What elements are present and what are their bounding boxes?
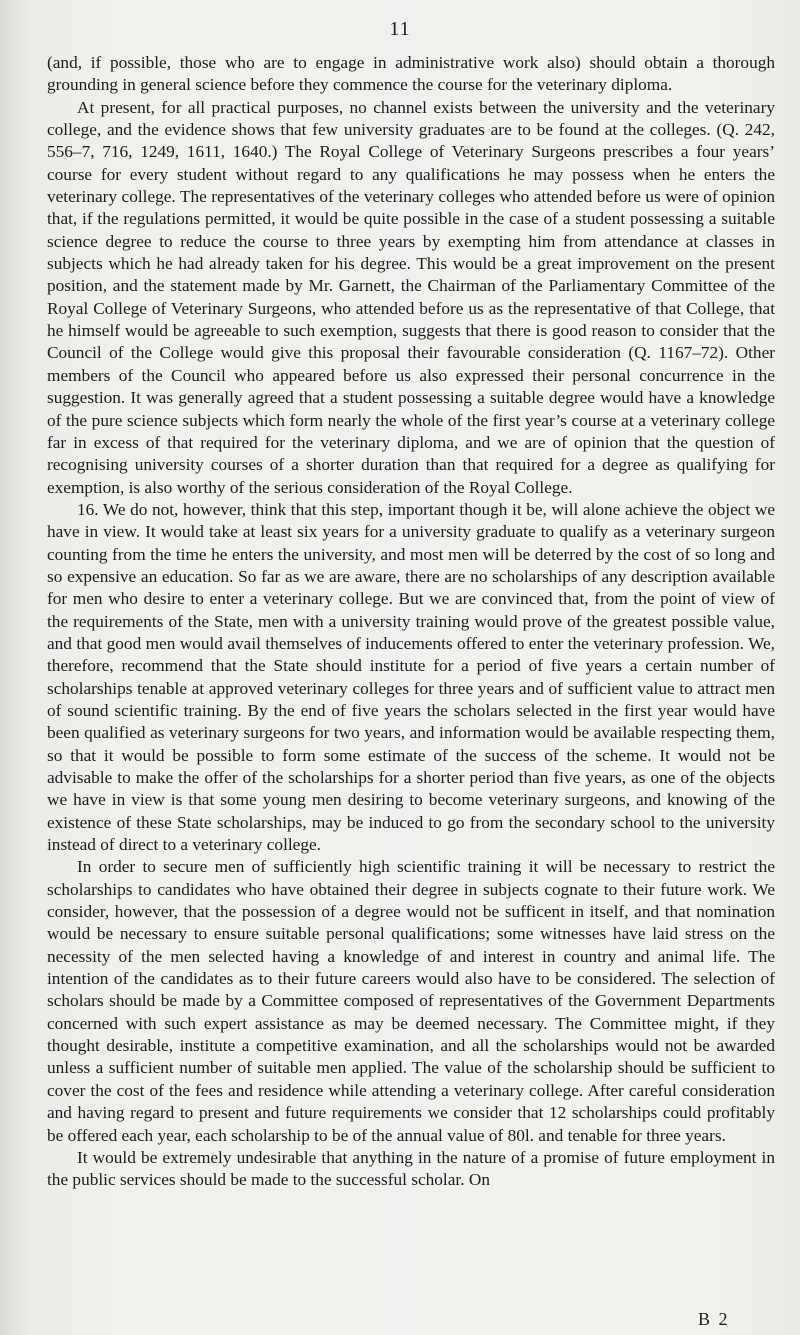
page-number: 11 [389,18,411,40]
paragraph-selection-of-scholars: In order to secure men of sufficiently high scientific training it will be necessary to restrict the scholarships to candidates who have obtained their degree in subjects cognate to their future work. We consider, however, that the possession of a degree would not be sufficent in itself, and that nomination would be necessary to ensure suitable personal qualifications; some witnesses have laid stress on the necessity of the men selected having a knowledge of and interest in country and animal life. The intention of the candidates as to their future careers would also have to be considered. The selection of scholars should be made by a Committee composed of representatives of the Government Departments concerned with such expert assistance as may be deemed necessary. The Committee might, if they thought desirable, institute a competitive examination, and all the scholarships would not be awarded unless a sufficient number of suitable men applied. The value of the scholarship should be sufficient to cover the cost of the fees and residence while attending a veterinary college. After careful consideration and having regard to present and future requirements we consider that 12 scholarships could profitably be offered each year, each scholarship to be of the annual value of 80l. and tenable for three years. [47,857,775,1145]
paragraph-16-scholarships: 16. We do not, however, think that this step, important though it be, will alone achieve the object we have in view. It would take at least six years for a university graduate to qualify as a veterinary surgeon counting from the time he enters the university, and most men will be deterred by the cost of so long and so expensive an education. So far as we are aware, there are no scholarships of any description available for men who desire to enter a veterinary college. But we are convinced that, from the point of view of the requirements of the State, men with a university training would prove of the greatest possible value, and that good men would avail themselves of inducements offered to enter the veterinary profession. We, therefore, recommend that the State should institute for a period of five years a certain number of scholarships tenable at approved veterinary colleges for three years and of sufficient value to attract men of sound scientific training. By the end of five years the scholars selected in the first year would have been qualified as veterinary surgeons for two years, and information would be available respecting them, so that it would be possible to form some estimate of the success of the scheme. It would not be advisable to make the offer of the scholarships for a shorter period than five years, as one of the objects we have in view is that some young men desiring to become veterinary surgeons, and knowing of the existence of these State scholarships, may be induced to go from the secondary school to the university instead of direct to a veterinary college. [47,499,775,855]
paragraph-present-position: At present, for all practical purposes, no channel exists between the university and the veterinary college, and the evidence shows that few university graduates are to be found at the colleges. (Q. 242, 556–7, 716, 1249, 1611, 1640.) The Royal College of Veterinary Surgeons prescribes a four years’ course for every student without regard to any qualifications he may possess when he enters the veterinary college. The representatives of the veterinary colleges who attended before us were of opinion that, if the regulations permitted, it would be quite possible in the case of a student possessing a suitable science degree to reduce the course to three years by exempting him from attendance at classes in subjects which he had already taken for his degree. This would be a great improvement on the present position, and the statement made by Mr. Garnett, the Chairman of the Parliamentary Committee of the Royal College of Veterinary Surgeons, who attended before us as the representative of that College, that he himself would be agreeable to such exemption, suggests that there is good reason to consider that the Council of the College would give this proposal their favourable consideration (Q. 1167–72). Other members of the Council who appeared before us also expressed their personal concurrence in the suggestion. It was generally agreed that a student possessing a suitable degree would have a knowledge of the pure science subjects which form nearly the whole of the first year’s course at a veterinary college far in excess of that required for the veterinary diploma, and we are of opinion that the question of recognising university courses of a shorter duration than that required for a degree as qualifying for exemption, is also worthy of the serious consideration of the Royal College. [47,97,775,497]
body-text [47,52,775,1192]
printer-signature-mark: B 2 [698,1309,730,1329]
paragraph-continued: (and, if possible, those who are to engage in administrative work also) should obtain a thorough grounding in general science before they commence the course for the veterinary diploma. [47,53,775,95]
paragraph-future-employment: It would be extremely undesirable that anything in the nature of a promise of future employment in the public services should be made to the successful scholar. On [47,1147,775,1190]
